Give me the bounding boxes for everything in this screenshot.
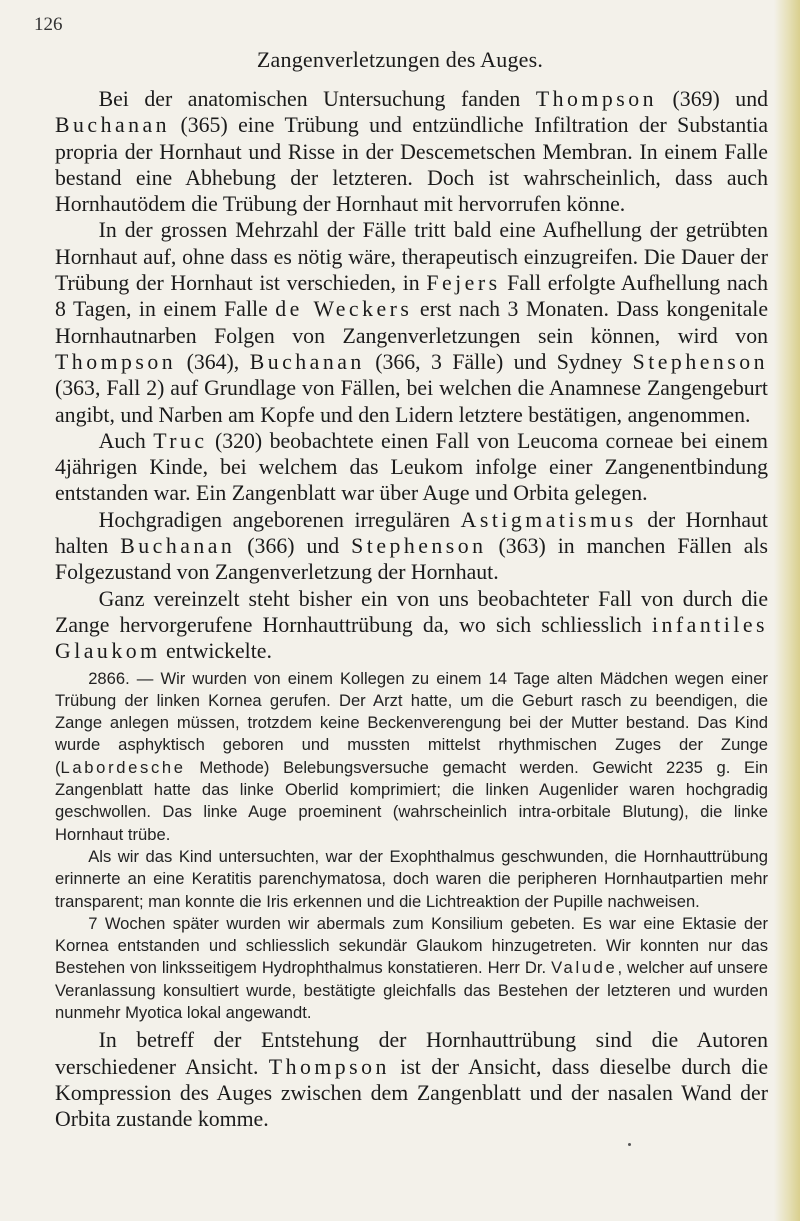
text-run: 7 Wochen später wurden wir abermals zum Konsilium gebeten. Es war eine Ektasie der Kornea entstanden und schliesslich sekundär Glaukom hinzugetreten. Wir konnten nur das Bestehen von linksseitigem Hydrophthalmus konstatieren. Herr Dr. bbox=[55, 913, 768, 978]
running-head: Zangenverletzungen des Auges. bbox=[256, 47, 544, 72]
paragraph-clearing-of-opacity bbox=[55, 217, 768, 427]
author-name: Fejers bbox=[426, 271, 501, 296]
text-run: 2866. — Wir wurden von einem Kollegen zu einem 14 Tage alten Mädchen wegen einer Trübung der linken Kornea gerufen. Der Arzt hatte, um die Geburt rasch zu beendigen, die Zange anlegen müssen, trotzdem keine Beckenverengung bei der Mutter bestand. Das Kind wurde asphyktisch geboren und mussten mittelst rhythmischen Zuges der Zunge ( bbox=[55, 668, 768, 777]
author-name: Labordesche bbox=[60, 757, 186, 777]
text-run: erst nach 3 Monaten. Dass kongenitale Hornhautnarben Folgen von Zangenverletzungen sein können, wird von bbox=[55, 297, 769, 348]
case-report-paragraph-1 bbox=[55, 668, 768, 846]
author-name: Truc bbox=[153, 428, 208, 453]
author-name: Buchanan bbox=[120, 534, 236, 559]
term-emphasis: Astigmatismus bbox=[460, 507, 637, 532]
text-run: (363) in manchen Fällen als Folgezustand von Zangenverletzung der Hornhaut. bbox=[55, 534, 768, 585]
text-run: Fall erfolgte Aufhellung nach 8 Tagen, in einem Falle bbox=[55, 271, 768, 322]
text-run: (369) und bbox=[657, 87, 768, 111]
paragraph-origin-of-opacity bbox=[55, 1027, 768, 1132]
author-name: de Weckers bbox=[275, 297, 413, 322]
text-run: , welcher auf unsere Veranlassung konsultiert wurde, bestätigte gleichfalls das Bestehen der letzteren und wurden nunmehr Myotica lokal angewandt. bbox=[55, 958, 768, 1022]
author-name: Stephenson bbox=[632, 349, 768, 374]
text-run: (366, 3 Fälle) und Sydney bbox=[364, 349, 633, 374]
text-run: Auch bbox=[98, 428, 154, 453]
text-run: (366) und bbox=[235, 534, 352, 559]
text-run: (320) beobachtete einen Fall von Leucoma corneae bei einem 4jährigen Kinde, bei welchem das Leukom infolge einer Zangenentbindung entstanden war. Ein Zangenblatt war über Auge und Orbita gelegen. bbox=[55, 428, 768, 506]
author-name: Thompson bbox=[535, 87, 657, 111]
body-text bbox=[55, 86, 768, 1132]
text-run: (365) eine Trübung und entzündliche Infiltration der Substantia propria der Hornhaut und Risse in der Descemetschen Membran. In einem Falle bestand eine Abhebung der letzteren. Doch ist wahrscheinlich, dass auch Hornhautödem die Trübung der Hornhaut mit hervorrufen könne. bbox=[55, 113, 768, 217]
text-run: entwickelte. bbox=[160, 639, 272, 664]
author-name: Buchanan bbox=[249, 349, 365, 374]
author-name: Buchanan bbox=[55, 113, 171, 138]
print-speck bbox=[628, 1143, 631, 1146]
author-name: Thompson bbox=[55, 349, 177, 374]
text-run: Ganz vereinzelt steht bisher ein von uns beobachteter Fall von durch die Zange hervorgerufene Hornhauttrübung da, wo sich schliesslich bbox=[55, 586, 768, 637]
case-report-paragraph-2 bbox=[55, 846, 768, 913]
text-run: der Hornhaut halten bbox=[55, 507, 768, 559]
text-run: Hochgradigen angeborenen irregulären bbox=[98, 507, 461, 532]
text-run: In betreff der Entstehung der Hornhauttrübung sind die Autoren verschiedener Ansicht. bbox=[55, 1028, 768, 1079]
text-run: Methode) Belebungsversuche gemacht werden. Gewicht 2235 g. Ein Zangenblatt hatte das linke Oberlid komprimiert; die linken Augenlider waren hochgradig geschwollen. Das linke Auge proeminent (wahrscheinlich intra-orbitale Blutung), die linke Hornhaut trübe. bbox=[55, 757, 768, 844]
page-number: 126 bbox=[34, 14, 63, 35]
text-run: Bei der anatomischen Untersuchung fanden bbox=[98, 87, 536, 111]
paragraph-infantile-glaucoma bbox=[55, 586, 768, 665]
author-name: Stephenson bbox=[351, 534, 487, 559]
paragraph-truc-case bbox=[55, 428, 768, 507]
text-run: ist der Ansicht, dass dieselbe durch die Kompression des Auges zwischen dem Zangenblatt und der nasalen Wand der Orbita zustande komme. bbox=[55, 1054, 768, 1132]
case-report-paragraph-3 bbox=[55, 913, 768, 1024]
text-run: In der grossen Mehrzahl der Fälle tritt bald eine Aufhellung der getrübten Hornhaut auf, ohne dass es nötig wäre, therapeutisch einzugreifen. Die Dauer der Trübung der Hornhaut ist verschieden, in bbox=[55, 218, 768, 296]
author-name: Thompson bbox=[268, 1054, 390, 1079]
paragraph-anatomical-findings bbox=[55, 86, 768, 217]
text-run: Als wir das Kind untersuchten, war der Exophthalmus geschwunden, die Hornhauttrübung erinnerte an eine Keratitis parenchymatosa, doch waren die peripheren Hornhautpartien mehr transparent; man konnte die Iris erkennen und die Lichtreaktion der Pupille nachweisen. bbox=[55, 846, 768, 911]
text-run: (363, Fall 2) auf Grundlage von Fällen, bei welchen die Anamnese Zangengeburt angibt, und Narben am Kopfe und den Lidern letztere bestätigen, angenommen. bbox=[55, 376, 768, 427]
paragraph-astigmatism bbox=[55, 507, 768, 586]
author-name: Valude bbox=[551, 958, 618, 978]
term-emphasis: infantiles Glaukom bbox=[55, 612, 768, 664]
text-run: (364), bbox=[176, 349, 250, 374]
page-edge-shadow bbox=[774, 0, 800, 1221]
